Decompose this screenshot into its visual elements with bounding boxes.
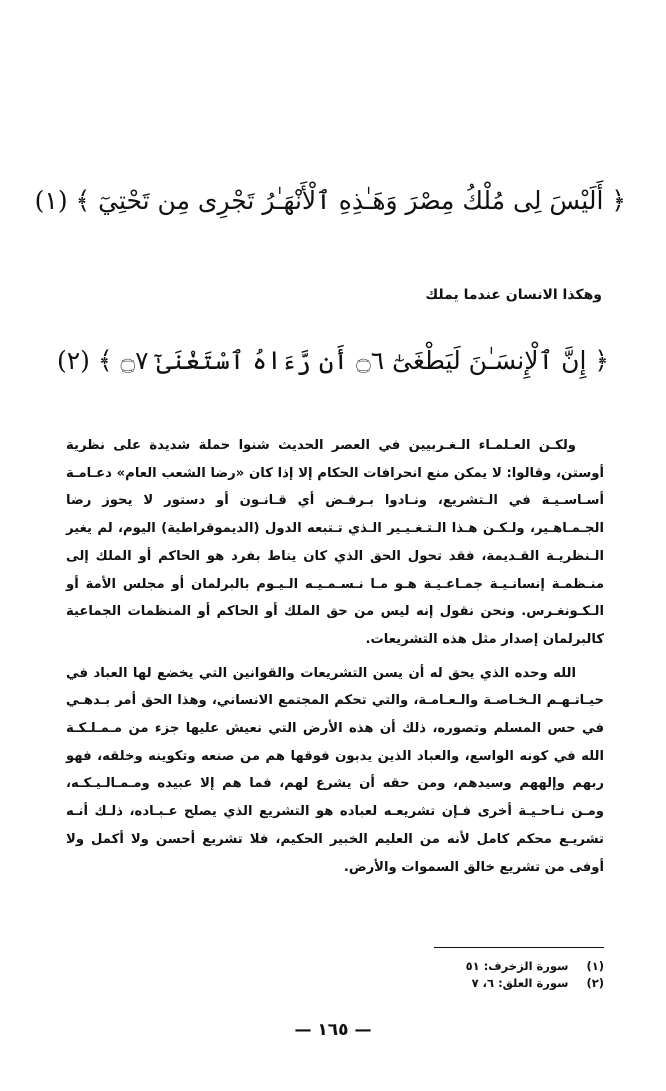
footnote-divider bbox=[434, 947, 604, 948]
paragraph: الله وحده الذي يحق له أن يسن التشريعات والقوانين التي يخضع لها العباد في حيـاتـهـم الـخـاصـة والـعـامـة، والتي تحكم المجتمع الانساني، وهذا الحق أمر بـدهـي في حس المسلم وتصوره، ذلك أن هذه الأرض التي نعيش عليها جزء من مـمـلـكـة الله في كونه الواسع، والعباد الذين يدبون فوقها هم من صنعه وتكوينه وخلقه، فهو ربهم وإلههم وسيدهم، ومن حقه أن يشرع لهم، فما هم إلا عبيده ومـمـالـيـكـه، ومـن نـاحـيـة أخرى فـإن تشريعـه لعباده هو التشريع الذي يصلح عـبـاده، ذلـك أنـه تشريـع محكم كامل لأنه من العليم الخبير الحكيم، فلا تشريع أحسن ولا أكمل ولا أوفى من تشريع خالق السموات والأرض. bbox=[66, 665, 604, 875]
footnote bbox=[466, 958, 604, 975]
paragraph: ولكـن العـلمـاء الـغـربيين في العصر الحديث شنوا حملة شديدة على نظرية أوستن، وقالوا: لا يمكن منع انحرافات الحكام إلا إذا كان «رضا الشعب العام» دعـامـة أسـاسـيـة في الـتشريع، ونـادوا بـرفـض أي قـانـون أو دستور لا يحوز رضا الجـمـاهـير، ولـكـن هـذا الـتـغـيـير الـذي تـتبعه الدول (الديموقراطية) اليوم، لم يغير الـنظريـة القـديمة، فقد تحول الحق الذي كان يناط بفرد هو الحاكم أو الملك إلى منـظمـة إنسانـيـة جمـاعـيـة هـو مـا نـسـمـيـه الـيـوم بالبرلمان أو مجلس الأمة أو الـكـونغـرس. ونحن نقول إنه ليس من حق الملك أو الحاكم أو المنظمات الجماعية كالبرلمان إصدار مثل هذه التشريعات. bbox=[66, 438, 604, 647]
footnote bbox=[466, 975, 604, 992]
footnote-number: (١) bbox=[586, 959, 604, 973]
footnote-number: (٢) bbox=[586, 976, 604, 990]
body-text bbox=[66, 432, 604, 881]
quran-verse-1: ﴿ أَلَيْسَ لِى مُلْكُ مِصْرَ وَهَـٰذِهِ ٱلْأَنْهَـٰرُ تَجْرِى مِن تَحْتِيٓ ﴾ (١) bbox=[34, 186, 626, 215]
footnote-text: سورة الزخرف: ٥١ bbox=[465, 959, 569, 973]
intro-line: وهكذا الانسان عندما يملك bbox=[425, 287, 602, 303]
page-number: — ١٦٥ — bbox=[294, 1020, 372, 1040]
footnote-text: سورة العلق: ٦، ٧ bbox=[471, 976, 569, 990]
quran-verse-2: ﴿ إِنَّ ٱلْإِنسَـٰنَ لَيَطْغَىٰٓ ۝٦ أَن رَّءَاهُ ٱسْتَغْنَىٰٓ ۝٧ ﴾ (٢) bbox=[56, 346, 610, 375]
footnotes bbox=[466, 958, 604, 992]
